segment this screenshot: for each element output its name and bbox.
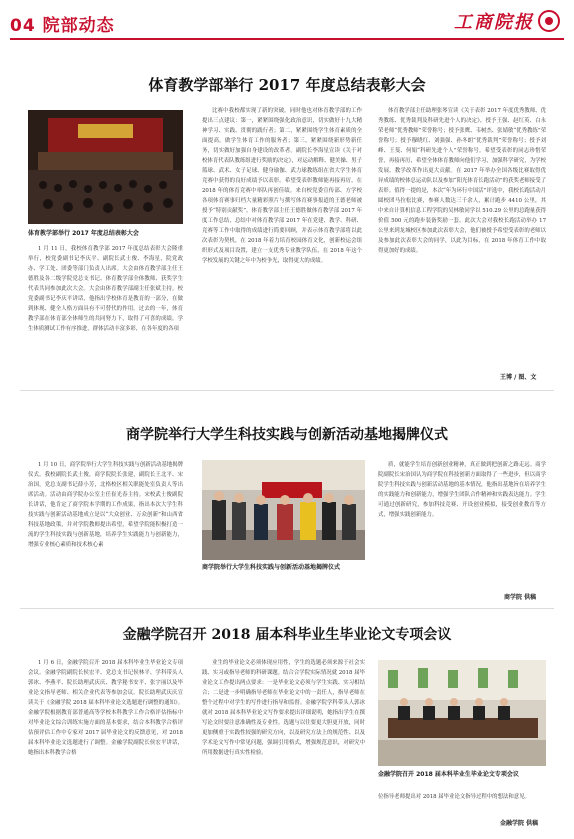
ceremony-stage-image — [28, 110, 183, 224]
section-title: 04 院部动态 — [10, 16, 115, 36]
article3-byline: 金融学院 供稿 — [500, 820, 539, 827]
page-header — [0, 0, 574, 44]
article1-title: 体育教学部举行 2017 年度总结表彰大会 — [148, 76, 426, 94]
article3-title: 金融学院召开 2018 届本科毕业生毕业论文专项会议 — [122, 627, 452, 643]
meeting-room-image — [378, 660, 546, 766]
article2-photo — [202, 460, 365, 560]
article1-col1-text: 1 月 11 日，我校体育教学部 2017 年度总结表彰大会隆重举行，校党委副书记李庆平、副院长武士俊、李海星，院党政办、学工处、团委等部门负责人出席。大会由体育教学部主任王德胜及各二级学院党总支书记、体育教学部全体教师、获奖学生代表共同参加此次大会。大会由体育教学部副主任张斌主持。校党委副书记李庆平讲话，他指出学校体育是教育的一部分，在做到体现、健全人格方面具有不可替代的作用。过去的一年，体育教学部在体育部全体师生的共同努力下，取得了可喜的成绩。学生体质测试工作有序推进，群体活动丰富多彩，在各年度的各项 — [28, 246, 183, 332]
article3-photo-caption: 金融学院召开 2018 届本科毕业生毕业论文专项会议 — [378, 771, 519, 778]
article3-column-1 — [28, 658, 183, 834]
article3-column-3 — [378, 792, 546, 814]
unveiling-ceremony-image — [202, 460, 365, 560]
article2-col3-text: 质，就能学生培育创新创业精神，真正做到把创新之路走远。商学院副院长宋治国认为商学院在科技创新方面取得了一些进步，但以商学院学生科技实践与创新活动基地的基本情况，他指出基地旨在培养学生的实践能力和创新能力，增强学生团队合作精神和实践表达能力。学生可通过创新研究，参加科技竞赛、开设创业模拟，接受创业教育等方式，增强实践创新能力。 — [378, 462, 546, 518]
article2-column-3 — [378, 460, 546, 570]
article3-col1-text: 1 月 6 日，金融学院召开 2018 届本科毕业生毕业论文专项会议。金融学院副院长侯宏平、党总支书记侯林平、学科带头人郭冰、李燕平、院长助理武庆庆、教学秘书安平、张宇丽以及毕业论文指导老师、相关企业代表等参加会议。院长助理武庆庆宣读关于《金融学院 2018 届本科毕业论文选题进行调整的通知》。金融学院根据教育部普通高等学校本科教学工作合格评估指标中对毕业论文综合训练实施方面的基本要求，结合本科教学合格评估预评估工作中专家对 2017 届毕业论文的反馈意见，对 2018 届本科毕业论文选题进行了调整。金融学院副院长侯宏平讲话，她指出本科教学合格 — [28, 660, 183, 756]
article2-title: 商学院举行大学生科技实践与创新活动基地揭牌仪式 — [126, 427, 448, 443]
article1-column-2 — [202, 106, 362, 354]
divider-1 — [20, 390, 554, 391]
article3-photo — [378, 660, 546, 766]
article3-column-2 — [202, 658, 365, 834]
header-divider — [10, 38, 564, 40]
article1-col2-text: 比赛中我校都实现了新的突破。同时他也对体育教学部的工作提出三点建议：第一，紧紧围绕强化政治意识，切实做好十九大精神学习、实践、贯彻的践行者；第二，紧紧围绕学生体育素质的全面提高，做学生体育工作的服务者；第三，紧紧围绕新形势新任务，切实做好加强自身建设的改革者。副院长李海星宣读《关于对校体育代表队教练组进行奖励的决定》，对运动解释、健美操、男子篮球、武术、女子足球、健身瑜伽、武力球教练组在省大学生体育竞赛中获得的良好成绩予以表彰。希望受表彰教师能再接再厉，在 2018 年的体育竞赛中率队再创佳绩。来自校党委宣传部、方学校各项体育赛事归档大量精彩照片与撰写体育赛事报道的王德老师被授予“特别贡献奖”。体育教学部主任王德胜做体育教学部 2017 年度工作总结，总结中对体育教学部 2017 年在党建、教学、科研、竞赛等工作中取得的成绩进行简要回顾，并表示体育教学部将以此次表彰为契机，在 2018 年着力培育校园体育文化，创新校运会组织形式及项目设置，建立一支优秀专业教学队伍，在 2018 年这个学校发展的关键之年中为校争光，取得更大的成绩。 — [202, 108, 362, 264]
article1-photo-caption: 体育教学部举行 2017 年度总结表彰大会 — [28, 230, 139, 237]
article2-byline: 商学院 供稿 — [504, 594, 537, 601]
article2-photo-caption: 商学院举行大学生科技实践与创新活动基地揭牌仪式 — [202, 564, 341, 571]
article1-column-1 — [28, 244, 183, 354]
article1-col3-text: 体育教学部主任助理张琴宣读《关于表彰 2017 年度优秀教师、优秀教练、优秀裁判及科研先进个人的决定》，授予王强、赵红英、白永荣老师“优秀教师”荣誉称号；授予张鹰、韦树杰、张婧敏“优秀教练”荣誉称号；授予穆晓红、刘强强、孙冬朗“优秀裁判”荣誉称号；授予刘峰、王斐、何娟“科研先进个人”荣誉称号。希望受表彰的同志珍惜荣誉，再接再厉，希望全体体育教师向他们学习，加强科学研究，为学校发展、教学改革作出更大贡献。在 2017 年举办全国各级比赛取得优异成绩的校体总运动队以及参加“阳光体育长跑活动”的获奖老师接受了表彰。值得一提的是，本次“年为环行中国活”评选中，我校长跑活动月圆校团马拉松比赛，参赛人数达三千余人，累计跑步 4410 公里，其中来自计算机信息工程学院的吴林敏同学以 510.29 公里的总跑量获得价值 500 元的跑步装备奖励一套。此次大会对我校长跑活动举办 17 公里来到龙城校区参加此次表彰大会，他们被授予希望受表彰的老师以及参加此次表彰大会的同学，以此为目标，在 2018 年体育工作中取得更加好的成绩。 — [378, 108, 546, 254]
article3-col3-text: 位指导老师提出对 2018 届毕业论文指导过程中的想法和意见。 — [378, 794, 530, 800]
article1-photo — [28, 110, 183, 224]
article3-col2-text: 业生的毕业论文必须体现应用性，学生的选题必须来源于社会实践、实习或指导老师的科研课题。结合合学院实际情况就 2018 届毕业论文工作提出两点要求：一是毕业论文必须与学生实践、实习相结合；二是进一步明确指导老师在毕业论文中的一责任人，指导老师在整个过程中对学生的写作进行指导和监督。金融学院学科带头人郭冰就对 2018 届本科毕业论文写作要求提出详细说明，她指出学生在撰写论文时要注意准确性及专业性。选题与以往要更大胆更开放，同时更加侧重于实践性较强的研究方向，以及研究方法上的规范性、以及学术论文写作中常见问题，强调引用格式，增强规范意识，对研究中所用数据进行真实性检验。 — [202, 660, 365, 756]
seal-icon — [538, 10, 560, 32]
article1-column-3 — [378, 106, 546, 362]
logo-text: 工商院报 — [454, 12, 534, 33]
article2-column-1 — [28, 460, 183, 580]
article2-col1-text: 1 月 10 日，商学院举行大学生科技实践与创新活动基地揭牌仪式。我校副院长武士俊，商学院院长张建，副院长王北平、宋治国，党总支副书记薛小芳，北格校区相关职能处室负责人等出席活动。活动由商学院办公室主任崔光春主持。宋校武士俊副院长讲话，他肯定了商学院本学期的工作成果，指出本次大学生科技实践与创新活动基地成立是以“大众创业、万众创新”和山西省科技基地政策，并对学院教师提出希望，希望学院能积极打造一流的学生科技实践与创新基地，培养学生实践能力与创新能力，增强专业核心素质和技术核心素 — [28, 462, 183, 548]
newspaper-logo — [454, 8, 560, 34]
divider-2 — [20, 608, 554, 609]
article1-byline: 王博 / 图、文 — [500, 374, 537, 381]
